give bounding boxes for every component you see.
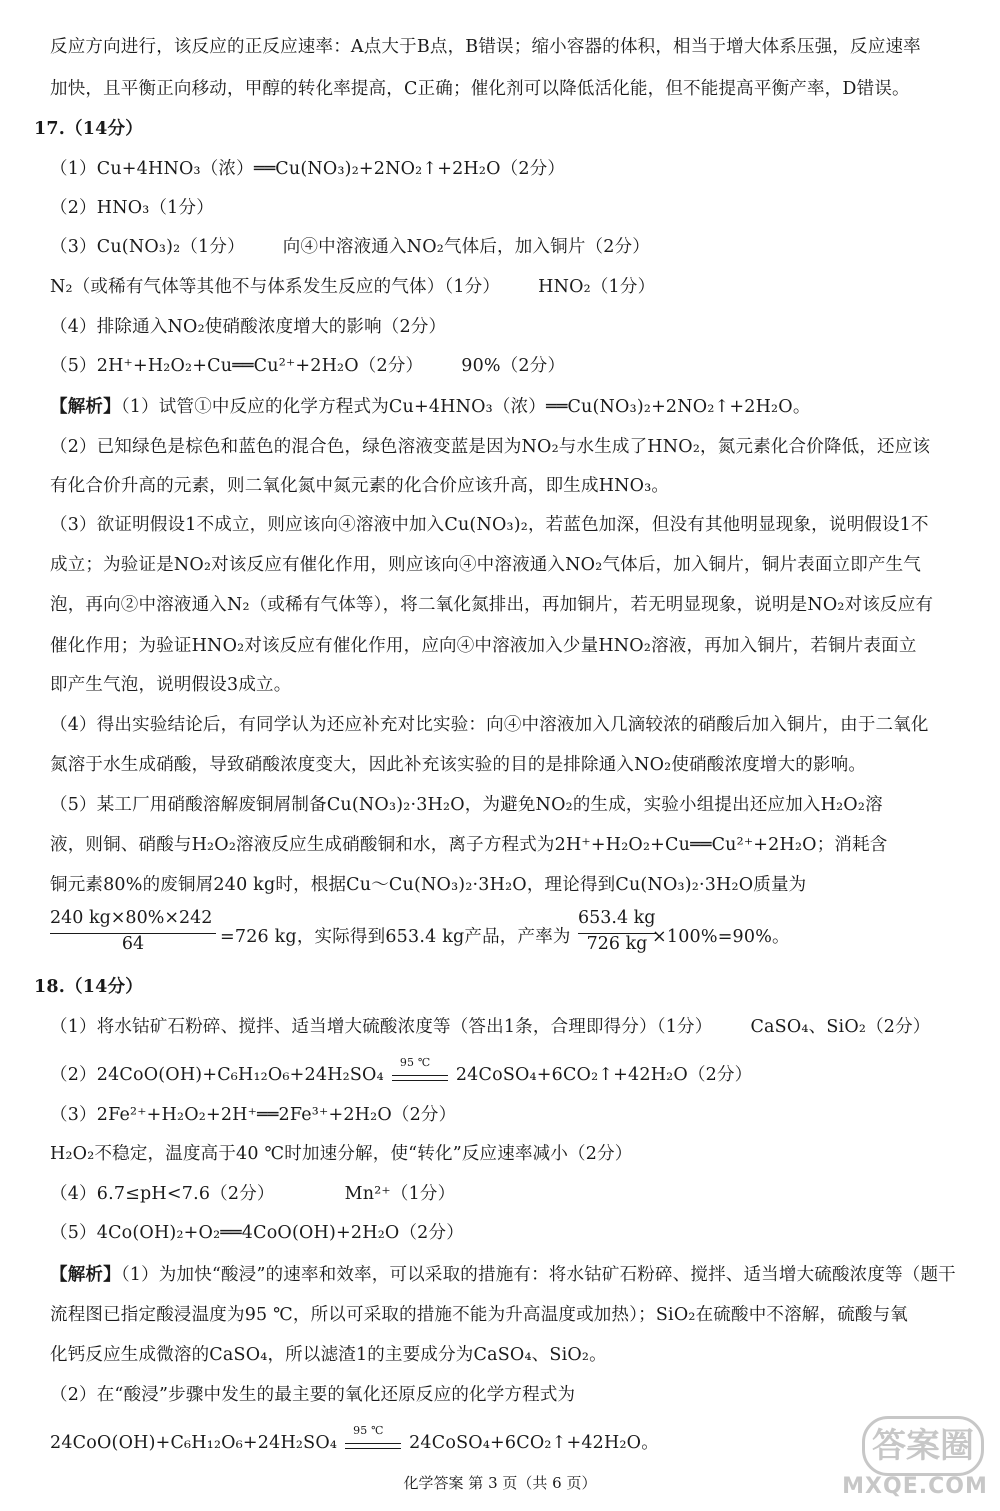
fraction-numerator: 653.4 kg <box>578 908 656 928</box>
text-line: 铜元素80%的废铜屑240 kg时，根据Cu～Cu(NO₃)₂·3H₂O，理论得到Cu(NO₃)₂·3H₂O质量为 <box>50 875 807 895</box>
text-line: （2）已知绿色是棕色和蓝色的混合色，绿色溶液变蓝是因为NO₂与水生成了HNO₂，氮元素化合价降低，还应该 <box>50 437 931 457</box>
condition-label: 95 ℃ <box>399 1056 431 1069</box>
answer-17-1: （1）Cu+4HNO₃（浓）══Cu(NO₃)₂+2NO₂↑+2H₂O（2分） <box>50 159 566 179</box>
answer-17-5a: （5）2H⁺+H₂O₂+Cu══Cu²⁺+2H₂O（2分） <box>50 356 424 376</box>
text-line: （3）欲证明假设1不成立，则应该向④溶液中加入Cu(NO₃)₂，若蓝色加深，但没有其他明显现象，说明假设1不 <box>50 515 929 535</box>
fraction-yield <box>578 908 658 964</box>
text-line: 催化作用；为验证HNO₂对该反应有催化作用，应向④中溶液加入少量HNO₂溶液，再加入铜片，若铜片表面立 <box>50 636 917 656</box>
fraction-numerator: 240 kg×80%×242 <box>50 908 213 928</box>
answer-17-3 <box>50 232 960 262</box>
reaction-condition <box>337 1424 409 1458</box>
text-line: 即产生气泡，说明假设3成立。 <box>50 675 292 695</box>
reaction-condition <box>384 1056 456 1090</box>
text-line: （2）在“酸浸”步骤中发生的最主要的氧化还原反应的化学方程式为 <box>50 1385 576 1405</box>
text-line: 反应方向进行，该反应的正反应速率：A点大于B点，B错误；缩小容器的体积，相当于增大体系压强，反应速率 <box>50 37 921 57</box>
text-line: 有化合价升高的元素，则二氧化氮中氮元素的化合价应该升高，即生成HNO₃。 <box>50 476 670 496</box>
answer-18-3-cont: H₂O₂不稳定，温度高于40 ℃时加速分解，使“转化”反应速率减小（2分） <box>50 1144 633 1164</box>
text-line: 化钙反应生成微溶的CaSO₄，所以滤渣1的主要成分为CaSO₄、SiO₂。 <box>50 1345 607 1365</box>
answer-17-4: （4）排除通入NO₂使硝酸浓度增大的影响（2分） <box>50 317 447 337</box>
answer-17-3b: 向④中溶液通入NO₂气体后，加入铜片（2分） <box>282 237 650 257</box>
question-18-heading: 18.（14分） <box>34 977 143 997</box>
answer-17-5 <box>50 351 960 381</box>
answer-17-3c: N₂（或稀有气体等其他不与体系发生反应的气体）（1分） <box>50 277 501 297</box>
equals-double-bar <box>345 1443 401 1449</box>
answer-18-1a: （1）将水钴矿石粉碎、搅拌、适当增大硫酸浓度等（答出1条，合理即得分）（1分） <box>50 1017 713 1037</box>
answer-17-2: （2）HNO₃（1分） <box>50 198 214 218</box>
page-footer: 化学答案 第 3 页（共 6 页） <box>403 1474 597 1492</box>
analysis-text: （1）试管①中反应的化学方程式为Cu+4HNO₃（浓）══Cu(NO₃)₂+2NO₂↑+2H₂O。 <box>120 397 811 417</box>
equation-line <box>50 1424 659 1458</box>
answer-18-4b: Mn²⁺（1分） <box>344 1184 456 1204</box>
equation-right: 24CoSO₄+6CO₂↑+42H₂O。 <box>409 1433 659 1453</box>
text-line: （5）某工厂用硝酸溶解废铜屑制备Cu(NO₃)₂·3H₂O，为避免NO₂的生成，实验小组提出还应加入H₂O₂溶 <box>50 795 883 815</box>
analysis-label: 【解析】 <box>50 397 121 417</box>
text-line: 泡，再向②中溶液通入N₂（或稀有气体等），将二氧化氮排出，再加铜片，若无明显现象，说明是NO₂对该反应有 <box>50 595 934 615</box>
watermark-site: MXQE.COM <box>842 1474 988 1499</box>
condition-label: 95 ℃ <box>353 1424 384 1437</box>
text-line: 加快，且平衡正向移动，甲醇的转化率提高，C正确；催化剂可以降低活化能，但不能提高平衡产率，D错误。 <box>50 79 910 99</box>
analysis-text: （1）为加快“酸浸”的速率和效率，可以采取的措施有：将水钴矿石粉碎、搅拌、适当增大硫酸浓度等（题干 <box>120 1265 956 1285</box>
answer-18-1 <box>50 1012 960 1042</box>
answer-18-5: （5）4Co(OH)₂+O₂══4CoO(OH)+2H₂O（2分） <box>50 1223 464 1243</box>
answer-18-1b: CaSO₄、SiO₂（2分） <box>750 1017 931 1037</box>
question-17-heading: 17.（14分） <box>34 119 143 139</box>
text-line: 流程图已指定酸浸温度为95 ℃，所以可采取的措施不能为升高温度或加热）；SiO₂在硫酸中不溶解，硫酸与氧 <box>50 1305 909 1325</box>
answer-18-3: （3）2Fe²⁺+H₂O₂+2H⁺══2Fe³⁺+2H₂O（2分） <box>50 1105 457 1125</box>
fraction-mass <box>50 908 220 964</box>
equation-left: 24CoO(OH)+C₆H₁₂O₆+24H₂SO₄ <box>50 1433 338 1453</box>
equation-right: 24CoSO₄+6CO₂↑+42H₂O（2分） <box>455 1065 753 1085</box>
fraction-denominator: 64 <box>121 934 145 954</box>
answer-17-5b: 90%（2分） <box>461 356 566 376</box>
text-line: 液，则铜、硝酸与H₂O₂溶液反应生成硝酸铜和水，离子方程式为2H⁺+H₂O₂+Cu══Cu²⁺+2H₂O；消耗含 <box>50 835 888 855</box>
text-line: 成立；为验证是NO₂对该反应有催化作用，则应该向④中溶液通入NO₂气体后，加入铜片，铜片表面立即产生气 <box>50 555 922 575</box>
text-line: ×100%=90%。 <box>652 927 790 947</box>
fraction-denominator: 726 kg <box>586 934 648 954</box>
text-line: （4）得出实验结论后，有同学认为还应补充对比实验：向④中溶液加入几滴较浓的硝酸后加入铜片，由于二氧化 <box>50 715 929 735</box>
answer-17-3d: HNO₂（1分） <box>538 277 656 297</box>
text-line: =726 kg，实际得到653.4 kg产品，产率为 <box>220 927 571 947</box>
analysis-17-1 <box>50 392 960 422</box>
answer-18-4 <box>50 1179 960 1209</box>
analysis-label: 【解析】 <box>50 1265 121 1285</box>
answer-17-3a: （3）Cu(NO₃)₂（1分） <box>50 237 245 257</box>
watermark-mark: 答案圈 <box>862 1416 984 1476</box>
watermark-logo <box>840 1412 990 1504</box>
answer-18-2 <box>50 1056 753 1090</box>
equals-double-bar <box>392 1075 448 1081</box>
analysis-18-1 <box>50 1260 960 1290</box>
answer-17-3-cont <box>50 272 960 302</box>
answer-18-4a: （4）6.7≤pH<7.6（2分） <box>50 1184 275 1204</box>
text-line: 氮溶于水生成硝酸，导致硝酸浓度变大，因此补充该实验的目的是排除通入NO₂使硝酸浓度增大的影响。 <box>50 755 867 775</box>
equation-left: （2）24CoO(OH)+C₆H₁₂O₆+24H₂SO₄ <box>50 1065 384 1085</box>
